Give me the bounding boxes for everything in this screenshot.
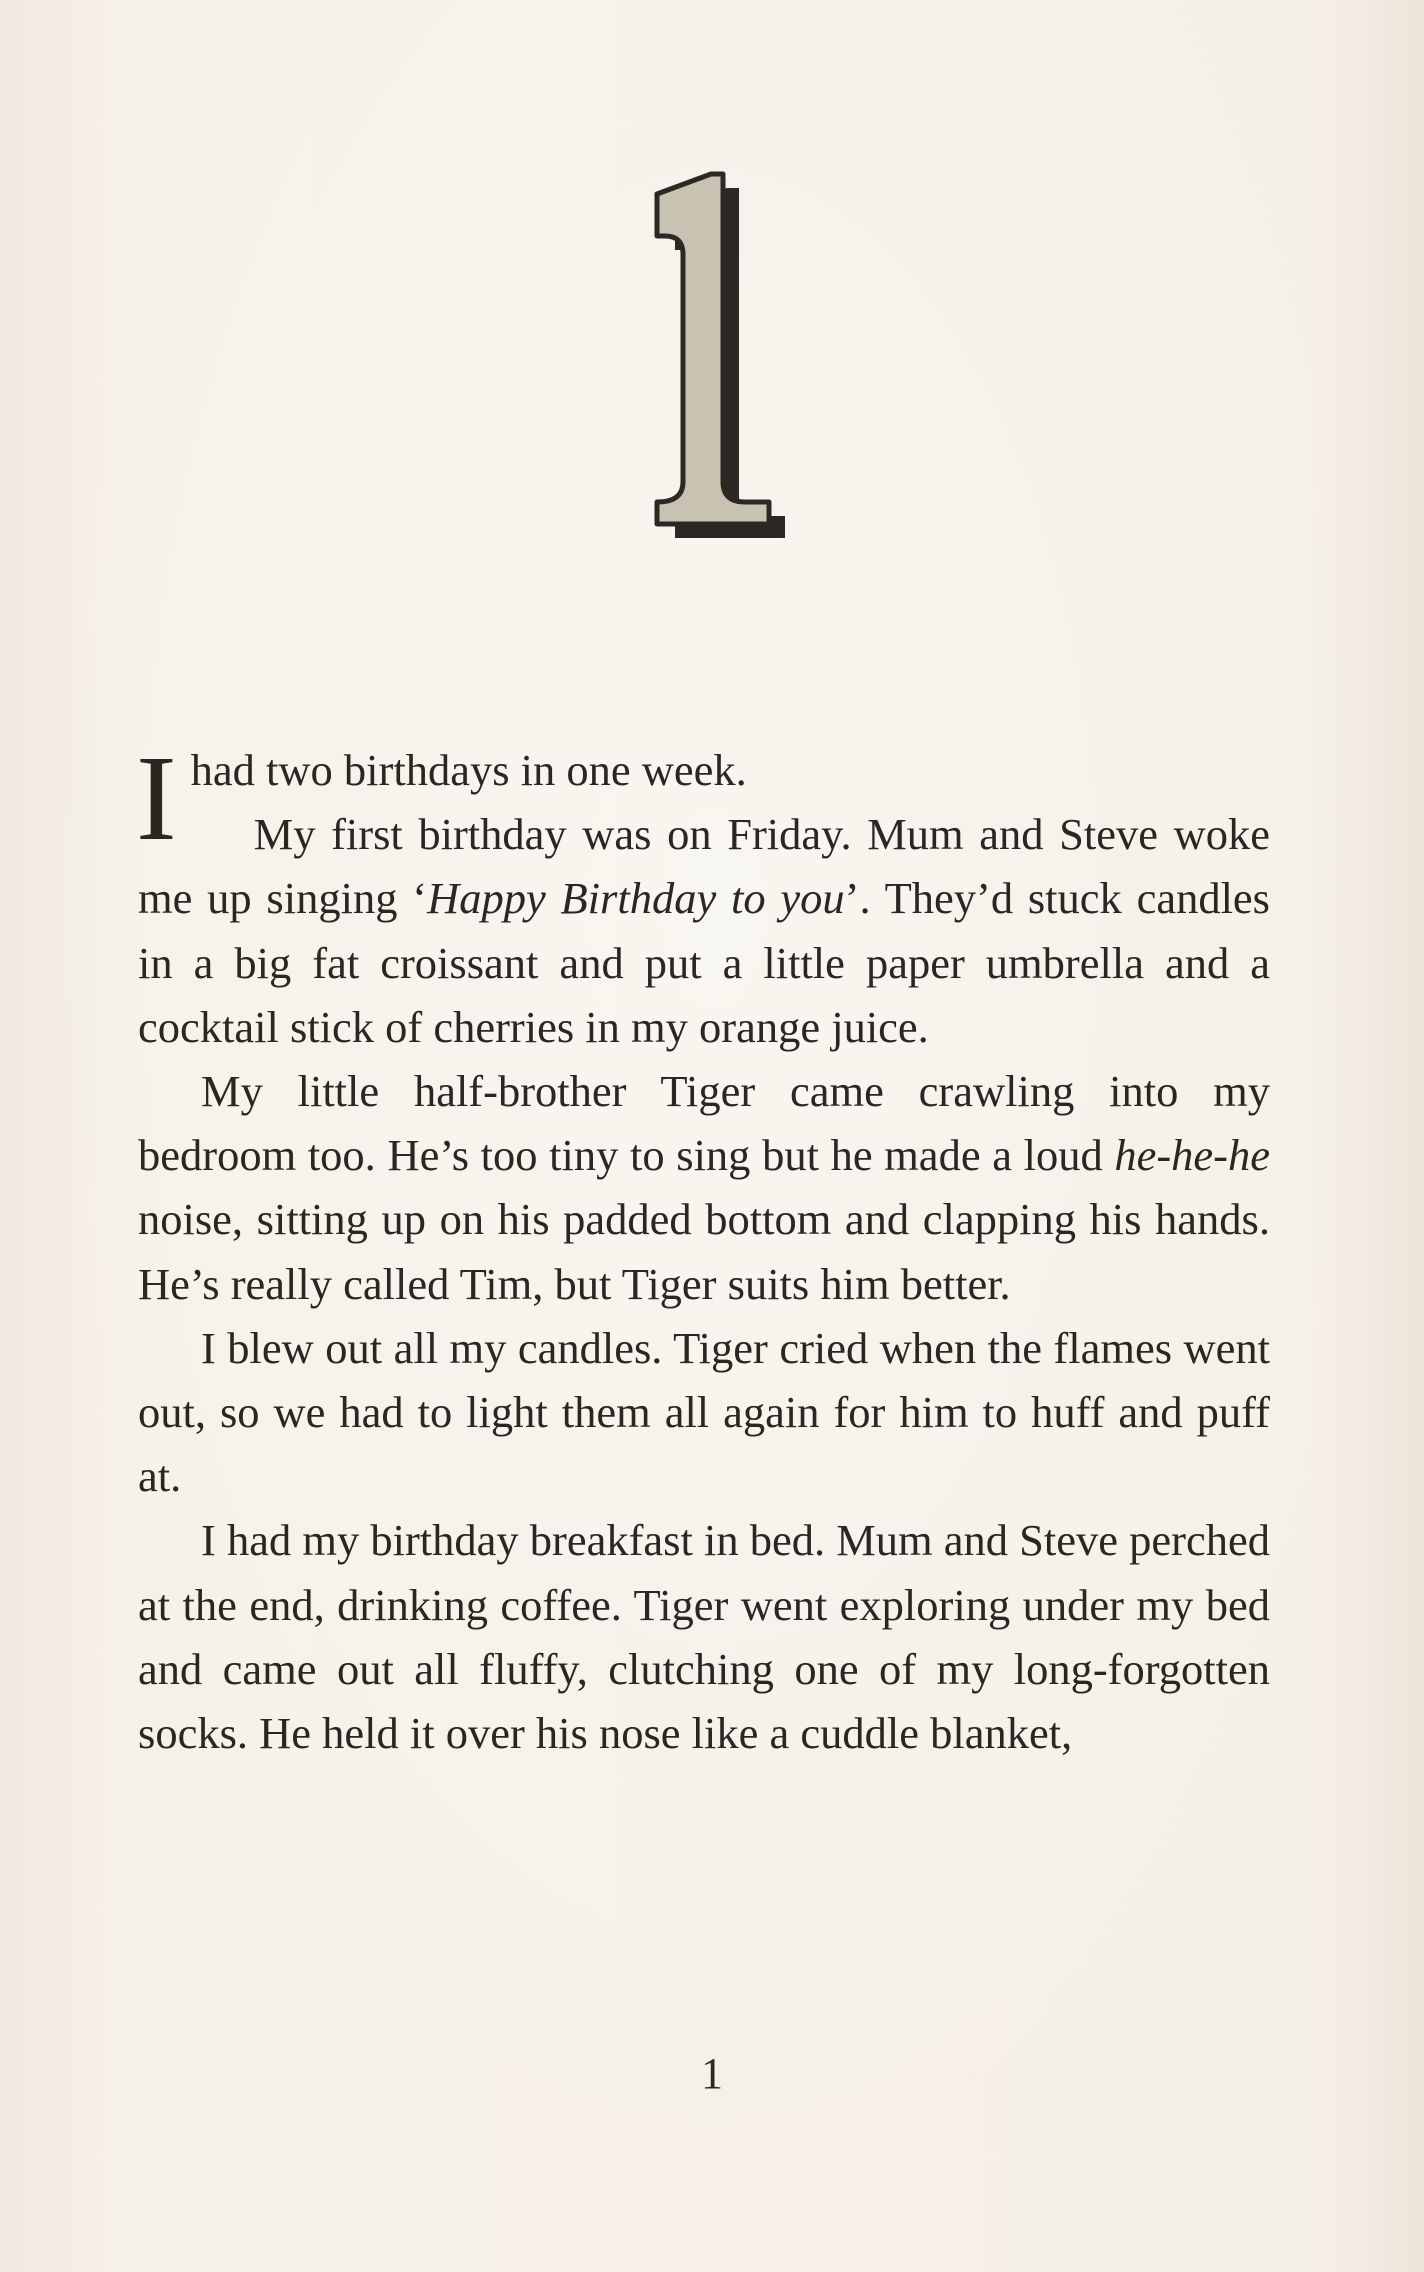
chapter-body (136, 731, 1271, 1765)
song-title: Happy Birthday to you (427, 873, 845, 924)
chapter-number (0, 170, 1424, 550)
chapter-number-text: 1 (627, 170, 628, 171)
paragraph-4 (138, 1316, 1270, 1509)
paragraph-2 (138, 802, 1270, 1059)
paragraph-text: My first birthday was on Friday. Mum and Steve woke me up singing ‘ (138, 809, 1270, 924)
paragraph-text: noise, sitting up on his padded bottom and clapping his hands. He’s really called Tim, but Tiger suits him better. (138, 1194, 1270, 1309)
paragraph-text: I blew out all my candles. Tiger cried when the flames went out, so we had to light them all again for him to huff and puff at. (138, 1322, 1270, 1502)
italic-noise: he-he-he (1114, 1130, 1270, 1181)
paragraph-text: I had my birthday breakfast in bed. Mum and Steve perched at the end, drinking coffee. Tiger went exploring under my bed and came out all fluffy, clutching one of my long-forgotten socks. He held it over his nose like a cuddle blanket, (138, 1515, 1270, 1759)
paragraph-text: My little half-brother Tiger came crawling into my bedroom too. He’s too tiny to sing but he made a loud (138, 1066, 1270, 1181)
chapter-number-glyph (627, 170, 787, 540)
paragraph-text: had two birthdays in one week. (190, 745, 747, 795)
paragraph-3 (138, 1059, 1270, 1316)
paragraph-5 (138, 1508, 1270, 1765)
page-number: 1 (701, 2049, 723, 2098)
paragraph-1 (136, 731, 1270, 866)
drop-cap: I (136, 731, 177, 866)
paragraph-text: ’. They’d stuck candles in a big fat croissant and put a little paper umbrella and a cocktail stick of cherries in my orange juice. (138, 873, 1271, 1052)
